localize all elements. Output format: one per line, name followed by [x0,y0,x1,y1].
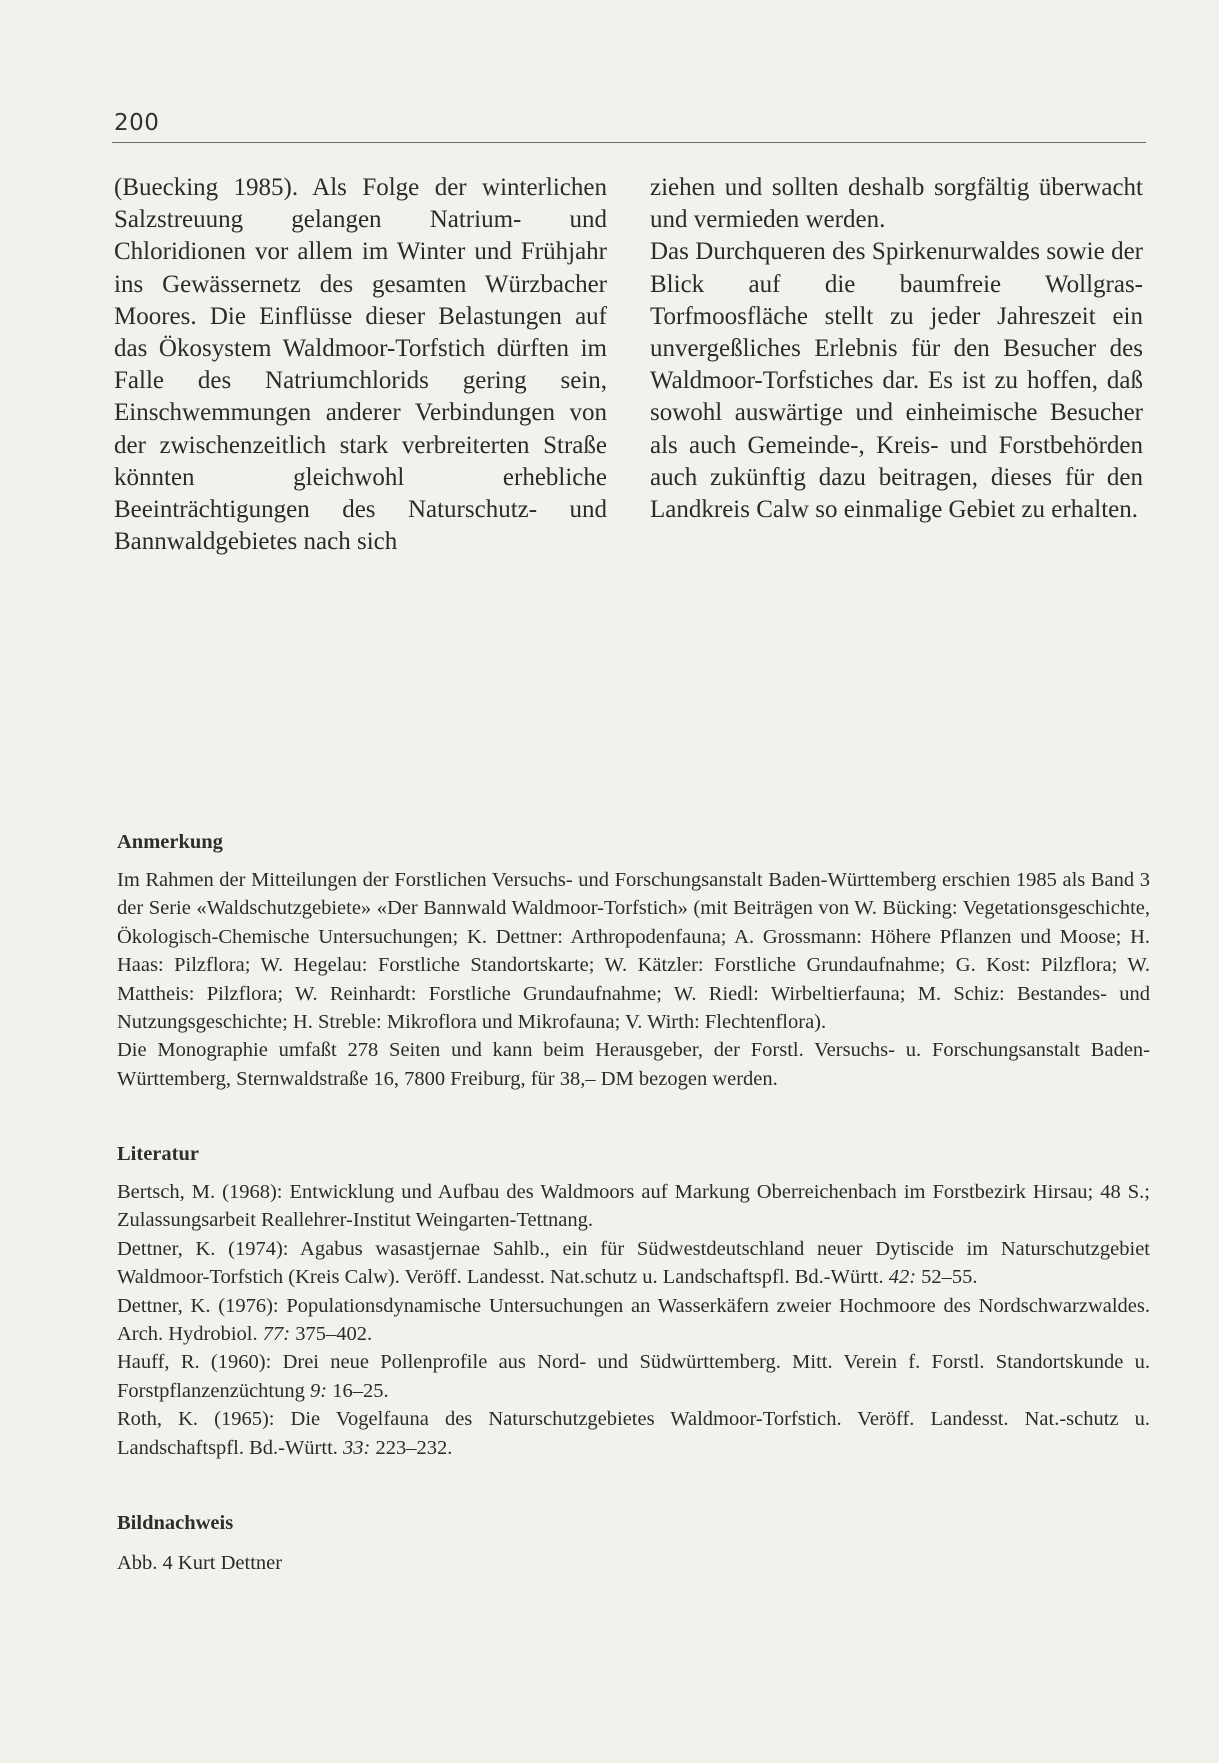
reference-item [117,1348,1150,1405]
reference-item [117,1235,1150,1292]
reference-volume: 33: [343,1436,371,1459]
body-paragraph: Das Durchqueren des Spirkenurwaldes sowie der Blick auf die baumfreie Wollgras-Torfmoosfläche stellt zu jeder Jahreszeit ein unvergeßliches Erlebnis für den Besucher des Waldmoor-Torfstiches dar. Es ist zu hoffen, daß sowohl auswärtige und einheimische Besucher als auch Gemeinde-, Kreis- und Forstbehörden auch zukünftig dazu beitragen, dieses für den Landkreis Calw so einmalige Gebiet zu erhalten. [650,238,1143,524]
reference-pages: 375–402. [290,1323,373,1346]
header-rule [112,142,1146,143]
body-right-column [650,172,1143,526]
page-number: 200 [114,110,160,136]
reference-text: Dettner, K. (1974): Agabus wasastjernae Sahlb., ein für Südwestdeutschland neuer Dytiscide im Naturschutzgebiet Waldmoor-Torfstich (Kreis Calw). Veröff. Landesst. Nat.schutz u. Landschaftspfl. Bd.-Württ. [117,1237,1150,1289]
reference-item [117,1178,1150,1235]
reference-text: Hauff, R. (1960): Drei neue Pollenprofile aus Nord- und Südwürttemberg. Mitt. Verein f. Forstl. Standortskunde u. Forstpflanzenzüchtung [117,1351,1150,1402]
reference-text: Bertsch, M. (1968): Entwicklung und Aufbau des Waldmoors auf Markung Oberreichenbach im Forstbezirk Hirsau; 48 S.; Zulassungsarbeit Reallehrer-Institut Weingarten-Tettnang. [117,1181,1150,1232]
body-paragraph: (Buecking 1985). Als Folge der winterlichen Salzstreuung gelangen Natrium- und Chloridionen vor allem im Winter und Frühjahr ins Gewässernetz des gesamten Würzbacher Moores. Die Einflüsse dieser Belastungen auf das Ökosystem Waldmoor-Torfstich dürften im Falle des Natriumchlorids gering sein, Einschwemmungen anderer Verbindungen von der zwischenzeitlich stark verbreiterten Straße könnten gleichwohl erhebliche Beeinträchtigungen des Naturschutz- und Bannwaldgebietes nach sich [114,174,607,556]
anmerkung-paragraph: Im Rahmen der Mitteilungen der Forstlichen Versuchs- und Forschungsanstalt Baden-Württemberg erschien 1985 als Band 3 der Serie «Waldschutzgebiete» «Der Bannwald Waldmoor-Torfstich» (mit Beiträgen von W. Bücking: Vegetationsgeschichte, Ökologisch-Chemische Untersuchungen; K. Dettner: Arthropodenfauna; A. Grossmann: Höhere Pflanzen und Moose; H. Haas: Pilzflora; W. Hegelau: Forstliche Standortskarte; W. Kätzler: Forstliche Grundaufnahme; G. Kost: Pilzflora; W. Mattheis: Pilzflora; W. Reinhardt: Forstliche Grundaufnahme; W. Riedl: Wirbeltierfauna; M. Schiz: Bestandes- und Nutzungsgeschichte; H. Streble: Mikroflora und Mikrofauna; V. Wirth: Flechtenflora). [117,869,1150,1034]
reference-item [117,1405,1150,1462]
anmerkung-heading: Anmerkung [117,831,223,853]
reference-text: Roth, K. (1965): Die Vogelfauna des Naturschutzgebietes Waldmoor-Torfstich. Veröff. Landesst. Nat.-schutz u. Landschaftspfl. Bd.-Württ. [117,1408,1150,1459]
body-paragraph: ziehen und sollten deshalb sorgfältig überwacht und vermieden werden. [650,174,1143,234]
literatur-heading: Literatur [117,1143,199,1165]
reference-pages: 223–232. [370,1436,453,1459]
bildnachweis-heading: Bildnachweis [117,1512,234,1534]
reference-item [117,1292,1150,1349]
anmerkung-text [117,866,1150,1093]
reference-volume: 9: [310,1379,328,1402]
bildnachweis-text: Abb. 4 Kurt Dettner [117,1552,283,1574]
body-left-column [114,172,607,558]
reference-pages: 16–25. [327,1379,389,1402]
anmerkung-paragraph: Die Monographie umfaßt 278 Seiten und kann beim Herausgeber, der Forstl. Versuchs- u. Forschungsanstalt Baden-Württemberg, Sternwaldstraße 16, 7800 Freiburg, für 38,– DM bezogen werden. [117,1039,1150,1090]
reference-volume: 42: [888,1266,917,1289]
reference-volume: 77: [262,1323,291,1346]
reference-text: Dettner, K. (1976): Populationsdynamische Untersuchungen an Wasserkäfern zweier Hochmoore des Nordschwarzwaldes. Arch. Hydrobiol. [117,1294,1150,1346]
literatur-list [117,1178,1150,1462]
reference-pages: 52–55. [916,1266,978,1289]
